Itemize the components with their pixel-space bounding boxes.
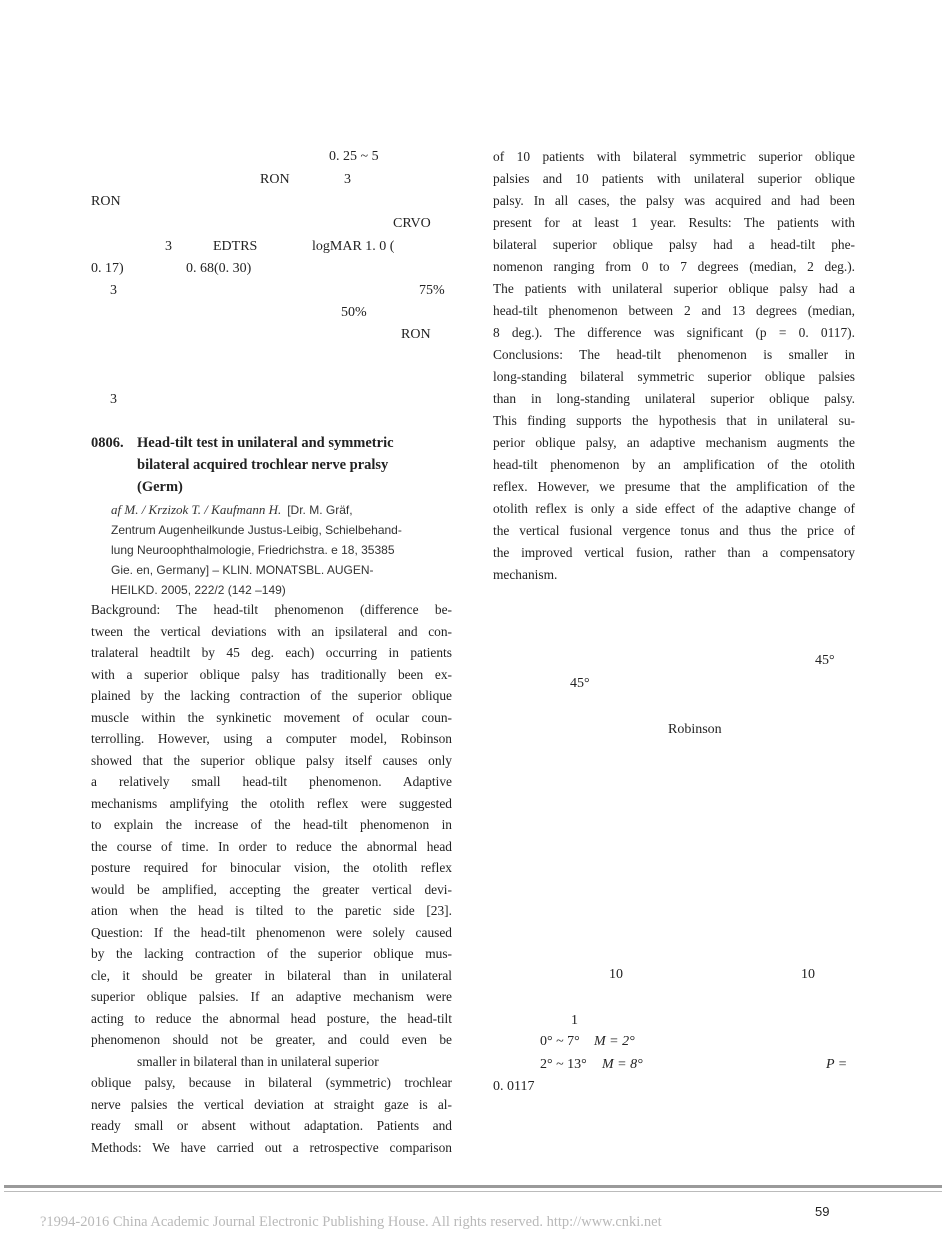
text-fragment: RON [401, 327, 431, 342]
body-line: posture required for binocular vision, the otolith reflex [91, 860, 452, 875]
body-line: Conclusions: The head-tilt phenomenon is smaller in [493, 347, 855, 362]
abstract-body-right [493, 146, 855, 586]
text-fragment: 3 [110, 283, 117, 298]
abstract-authors-source [111, 500, 441, 600]
body-line: long-standing bilateral symmetric superior oblique palsies [493, 369, 855, 384]
footer-rule [4, 1185, 942, 1188]
body-line: the vertical fusional vergence tonus and thus the price of [493, 523, 855, 538]
text-fragment: 3 [110, 392, 117, 407]
text-fragment: 3 [165, 239, 172, 254]
text-fragment: 0. 25 ~ 5 [329, 149, 379, 164]
body-line: than in long-standing unilateral superior oblique palsy. [493, 391, 855, 406]
text-fragment: RON [91, 194, 121, 209]
text-fragment: 10 [801, 967, 815, 982]
source-line: lung Neuroophthalmologie, Friedrichstra. e 18, 35385 [111, 543, 395, 557]
body-line: acting to reduce the abnormal head posture, the head-tilt [91, 1010, 452, 1026]
body-line: head-tilt phenomenon by an amplification of the otolith [493, 457, 855, 472]
abstract-heading [91, 432, 443, 498]
body-line: smaller in bilateral than in unilateral superior [137, 1053, 379, 1069]
body-line: the course of time. In order to reduce the abnormal head [91, 838, 452, 854]
body-line: palsies and 10 patients with unilateral superior oblique [493, 171, 855, 186]
body-line: the improved vertical fusion, rather than a compensatory [493, 545, 855, 560]
text-fragment: 45° [570, 676, 590, 691]
text-fragment: 0° ~ 7° [540, 1034, 580, 1049]
body-line: tween the vertical deviations with an ipsilateral and con- [91, 623, 452, 639]
body-line: otolith reflex is only a side effect of the adaptive change of [493, 501, 855, 516]
body-line: mechanism. [493, 567, 558, 582]
body-line: 8 deg.). The difference was significant (p = 0. 0117). [493, 325, 855, 340]
text-fragment: M = 2° [594, 1034, 635, 1049]
body-line: palsy. In all cases, the palsy was acquired and had been [493, 193, 855, 208]
body-line: reflex. However, we presume that the amplification of the [493, 479, 855, 494]
body-line: ation when the head is tilted to the paretic side [23]. [91, 903, 452, 918]
body-line: to explain the increase of the head-tilt phenomenon in [91, 817, 452, 832]
text-fragment: 75% [419, 283, 445, 298]
body-line: present for at least 1 year. Results: The patients with [493, 215, 855, 230]
source-line: Gie. en, Germany] – KLIN. MONATSBL. AUGEN- [111, 563, 374, 577]
body-line: mechanisms amplifying the otolith reflex were suggested [91, 795, 452, 811]
text-fragment: M = 8° [602, 1057, 643, 1072]
text-fragment: 0. 0117 [493, 1079, 535, 1094]
body-line: a relatively small head-tilt phenomenon. Adaptive [91, 774, 452, 789]
body-line: would be amplified, accepting the greater vertical devi- [91, 881, 452, 897]
text-fragment: 1 [571, 1013, 578, 1028]
footer-rule-thin [4, 1191, 942, 1192]
text-fragment: P = [826, 1057, 848, 1072]
body-line: of 10 patients with bilateral symmetric superior oblique [493, 149, 855, 164]
body-line: by the lacking contraction of the superior oblique mus- [91, 946, 452, 961]
body-line: ready small or absent without adaptation. Patients and [91, 1118, 452, 1133]
abstract-title-line: (Germ) [137, 479, 183, 495]
text-fragment: 2° ~ 13° [540, 1057, 587, 1072]
body-line: cle, it should be greater in bilateral than in unilateral [91, 967, 452, 983]
copyright-notice: ?1994-2016 China Academic Journal Electronic Publishing House. All rights reserved. http://www.cnki.net [40, 1214, 662, 1230]
text-fragment: 3 [344, 172, 351, 187]
body-line: muscle within the synkinetic movement of ocular coun- [91, 709, 452, 725]
body-line: bilateral superior oblique palsy had a head-tilt phe- [493, 237, 855, 252]
source-line: HEILKD. 2005, 222/2 (142 –149) [111, 583, 286, 597]
body-line: The patients with unilateral superior oblique palsy had a [493, 281, 855, 296]
body-line: This finding supports the hypothesis that in unilateral su- [493, 413, 855, 428]
text-fragment: 45° [815, 653, 835, 668]
text-fragment: logMAR 1. 0 ( [312, 239, 395, 254]
body-line: nerve palsies the vertical deviation at straight gaze is al- [91, 1096, 452, 1112]
text-fragment: 0. 17) [91, 261, 124, 276]
text-fragment: RON [260, 172, 290, 187]
page-number: 59 [815, 1204, 830, 1219]
abstract-title-line: bilateral acquired trochlear nerve pralsy [137, 457, 389, 473]
body-line: terrolling. However, using a computer model, Robinson [91, 731, 452, 746]
text-fragment: EDTRS [213, 239, 258, 254]
abstract-body-left [91, 599, 452, 1158]
body-line: Question: If the head-tilt phenomenon were solely caused [91, 924, 452, 940]
body-line: showed that the superior oblique palsy itself causes only [91, 752, 452, 768]
abstract-number: 0806. [91, 435, 124, 451]
body-line: nomenon ranging from 0 to 7 degrees (median, 2 deg.). [493, 259, 855, 274]
body-line: Background: The head-tilt phenomenon (difference be- [91, 602, 452, 617]
source-line: Zentrum Augenheilkunde Justus-Leibig, Schielbehand- [111, 523, 402, 537]
text-fragment: CRVO [393, 216, 431, 231]
abstract-title-line: Head-tilt test in unilateral and symmetric [137, 435, 394, 451]
body-line: phenomenon should not be greater, and could even be [91, 1032, 452, 1047]
body-line: head-tilt phenomenon between 2 and 13 degrees (median, [493, 303, 855, 318]
body-line: Methods: We have carried out a retrospective comparison [91, 1139, 452, 1155]
body-line: superior oblique palsies. If an adaptive mechanism were [91, 989, 452, 1004]
text-fragment: 50% [341, 305, 367, 320]
text-fragment: 10 [609, 967, 623, 982]
text-fragment: 0. 68(0. 30) [186, 261, 252, 276]
body-line: plained by the lacking contraction of the superior oblique [91, 688, 452, 703]
body-line: oblique palsy, because in bilateral (symmetric) trochlear [91, 1075, 452, 1090]
text-fragment: Robinson [668, 722, 722, 737]
body-line: tralateral headtilt by 45 deg. each) occurring in patients [91, 645, 452, 660]
body-line: perior oblique palsy, an adaptive mechanism augments the [493, 435, 855, 450]
author-list: af M. / Krzizok T. / Kaufmann H. [111, 502, 282, 517]
source-line: [Dr. M. Gräf, [287, 503, 353, 517]
body-line: with a superior oblique palsy has traditionally been ex- [91, 666, 452, 682]
